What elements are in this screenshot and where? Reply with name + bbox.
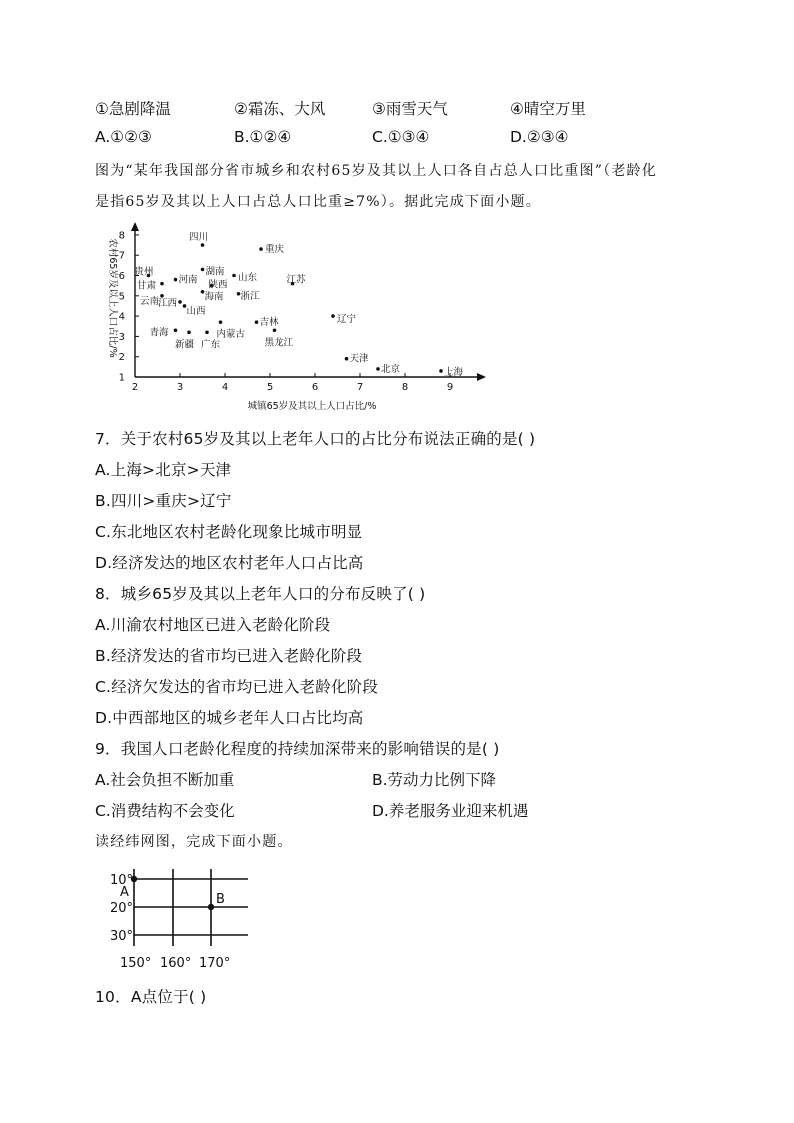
scatter-point <box>201 268 205 272</box>
point-label: 上海 <box>444 366 464 378</box>
point-a-label: A <box>120 885 129 900</box>
scatter-point <box>331 314 335 318</box>
scatter-point <box>187 331 191 335</box>
y-tick-label: 2 <box>118 352 125 364</box>
y-tick-label: 8 <box>118 230 125 242</box>
answer-a[interactable]: A.①②③ <box>95 128 152 146</box>
point-label: 新疆 <box>175 339 195 351</box>
point-label: 贵州 <box>134 266 154 278</box>
choice-3: ③雨雪天气 <box>372 100 448 118</box>
y-tick-label: 3 <box>118 331 125 343</box>
point-label: 黑龙江 <box>264 337 294 349</box>
chart-intro-line-1: 图为“某年我国部分省市城乡和农村65岁及其以上人口各自占总人口比重图”（老龄化 <box>95 163 657 179</box>
question-7-option-d[interactable]: D.经济发达的地区农村老年人口占比高 <box>95 554 364 572</box>
x-axis-title: 城镇65岁及其以上人口占比/% <box>247 401 377 412</box>
x-tick-label: 7 <box>356 382 364 393</box>
scatter-point <box>201 243 205 247</box>
choice-1: ①急剧降温 <box>95 100 171 118</box>
scatter-point <box>376 367 380 371</box>
point-label: 甘肃 <box>137 280 157 292</box>
question-7-stem: 7．关于农村65岁及其以上老年人口的占比分布说法正确的是( ) <box>95 430 536 448</box>
x-tick-label: 9 <box>446 382 454 393</box>
y-tick-label: 7 <box>118 250 125 262</box>
question-7-option-b[interactable]: B.四川>重庆>辽宁 <box>95 492 232 510</box>
question-9-option-c[interactable]: C.消费结构不会变化 <box>95 802 235 820</box>
scatter-point <box>259 247 263 251</box>
point-label: 内蒙古 <box>216 329 246 341</box>
question-9-option-b[interactable]: B.劳动力比例下降 <box>372 771 497 789</box>
scatter-point <box>174 329 178 333</box>
y-tick-label: 1 <box>118 372 125 384</box>
point-label: 云南 <box>140 295 160 307</box>
point-label: 湖南 <box>205 266 225 278</box>
scatter-point <box>219 320 223 324</box>
lat-label-20: 20° <box>110 901 134 916</box>
lat-lon-grid <box>110 866 280 976</box>
point-label: 江苏 <box>286 274 306 286</box>
lat-label-10: 10° <box>110 873 134 888</box>
scatter-point <box>205 331 209 335</box>
point-label: 江西 <box>158 297 178 309</box>
question-10-stem: 10．A点位于( ) <box>95 988 207 1006</box>
x-tick-label: 6 <box>311 382 319 393</box>
point-label: 天津 <box>349 353 369 365</box>
scatter-point <box>160 282 164 286</box>
y-axis-title: 农村65岁及以上人口占比/% <box>107 238 118 358</box>
lon-label-170: 170° <box>199 956 231 971</box>
choice-4: ④晴空万里 <box>510 100 586 118</box>
scatter-point <box>174 278 178 282</box>
question-9-stem: 9．我国人口老龄化程度的持续加深带来的影响错误的是( ) <box>95 740 500 758</box>
question-8-option-c[interactable]: C.经济欠发达的省市均已进入老龄化阶段 <box>95 678 379 696</box>
point-label: 浙江 <box>240 290 260 302</box>
x-tick-label: 4 <box>221 382 229 393</box>
point-label: 北京 <box>381 363 401 375</box>
choice-2: ②霜冻、大风 <box>234 100 326 118</box>
y-tick-label: 5 <box>118 291 125 303</box>
question-8-option-a[interactable]: A.川渝农村地区已进入老龄化阶段 <box>95 616 331 634</box>
scatter-point <box>232 274 236 278</box>
point-label: 河南 <box>178 274 198 286</box>
chart-intro-line-2: 是指65岁及其以上人口占总人口比重≥7%）。据此完成下面小题。 <box>95 194 541 210</box>
answer-b[interactable]: B.①②④ <box>234 128 292 146</box>
point-label: 吉林 <box>259 317 279 329</box>
point-label: 海南 <box>204 291 224 303</box>
y-tick-label: 6 <box>118 271 125 282</box>
x-tick-label: 8 <box>401 382 409 393</box>
point-b-marker <box>208 904 214 910</box>
lon-label-150: 150° <box>120 956 152 971</box>
scatter-point <box>178 300 182 304</box>
question-7-option-a[interactable]: A.上海>北京>天津 <box>95 461 232 479</box>
question-9-option-d[interactable]: D.养老服务业迎来机遇 <box>372 802 529 820</box>
lat-label-30: 30° <box>110 929 134 944</box>
point-label: 四川 <box>188 232 209 244</box>
scatter-point <box>255 320 259 324</box>
scatter-point <box>273 329 277 333</box>
question-8-stem: 8．城乡65岁及其以上老年人口的分布反映了( ) <box>95 585 426 603</box>
x-axis-arrow <box>477 373 486 381</box>
point-b-label: B <box>216 892 225 907</box>
point-label: 青海 <box>149 327 169 339</box>
question-9-option-a[interactable]: A.社会负担不断加重 <box>95 771 235 789</box>
point-label: 山西 <box>186 305 206 317</box>
point-label: 山东 <box>238 272 258 284</box>
answer-d[interactable]: D.②③④ <box>510 128 569 146</box>
x-tick-label: 2 <box>131 382 139 393</box>
y-axis-arrow <box>131 222 139 231</box>
grid-intro: 读经纬网图，完成下面小题。 <box>95 834 293 850</box>
x-tick-label: 5 <box>266 382 274 393</box>
question-8-option-b[interactable]: B.经济发达的省市均已进入老龄化阶段 <box>95 647 363 665</box>
answer-c[interactable]: C.①③④ <box>372 128 430 146</box>
point-label: 陕西 <box>208 279 228 291</box>
scatter-chart <box>90 220 510 420</box>
scatter-point <box>345 357 349 361</box>
question-7-option-c[interactable]: C.东北地区农村老龄化现象比城市明显 <box>95 523 363 541</box>
y-tick-label: 4 <box>118 311 125 323</box>
lon-label-160: 160° <box>160 956 192 971</box>
point-label: 重庆 <box>265 244 285 256</box>
scatter-point <box>439 369 443 373</box>
point-label: 辽宁 <box>337 314 357 326</box>
x-tick-label: 3 <box>176 382 184 393</box>
point-label: 广东 <box>201 339 221 351</box>
question-8-option-d[interactable]: D.中西部地区的城乡老年人口占比均高 <box>95 709 364 727</box>
